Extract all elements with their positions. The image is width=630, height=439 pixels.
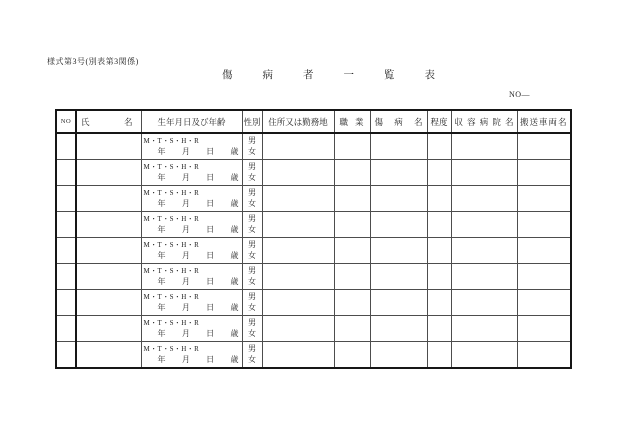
cell-injury-name <box>370 316 427 342</box>
sex-female-option: 女 <box>248 328 256 338</box>
cell-no <box>56 212 76 238</box>
header-injury-char: 傷 <box>374 116 384 127</box>
unit-age: 歳 <box>230 303 239 312</box>
header-occupation <box>334 110 370 133</box>
header-hospital-char: 病 <box>479 116 489 127</box>
cell-degree <box>427 212 451 238</box>
unit-age: 歳 <box>230 225 239 234</box>
unit-year: 年 <box>157 303 166 312</box>
cell-birthdate <box>141 133 242 160</box>
unit-year: 年 <box>157 251 166 260</box>
header-name-char: 氏 <box>81 116 90 127</box>
cell-hospital <box>451 290 517 316</box>
cell-sex <box>242 133 262 160</box>
cell-occupation <box>334 316 370 342</box>
sex-male-option: 男 <box>248 266 256 275</box>
unit-year: 年 <box>157 225 166 234</box>
sex-female-option: 女 <box>248 224 256 234</box>
era-initials: M・T・S・H・R <box>143 241 200 249</box>
cell-vehicle <box>517 342 571 369</box>
cell-birthdate <box>141 238 242 264</box>
cell-no <box>56 342 76 369</box>
cell-sex <box>242 264 262 290</box>
unit-age: 歳 <box>230 277 239 286</box>
birthdate-content <box>142 212 242 237</box>
era-initials: M・T・S・H・R <box>143 267 200 275</box>
unit-month: 月 <box>181 277 190 286</box>
cell-sex <box>242 238 262 264</box>
cell-injury-name <box>370 186 427 212</box>
cell-injury-name <box>370 264 427 290</box>
cell-injury-name <box>370 160 427 186</box>
cell-no <box>56 186 76 212</box>
era-initials: M・T・S・H・R <box>143 345 200 353</box>
page-title: 傷病者一覧表 <box>222 70 465 81</box>
unit-year: 年 <box>157 147 166 156</box>
header-hospital-char: 収 <box>454 116 464 127</box>
cell-occupation <box>334 238 370 264</box>
cell-sex <box>242 160 262 186</box>
cell-sex <box>242 186 262 212</box>
cell-vehicle <box>517 238 571 264</box>
era-initials: M・T・S・H・R <box>143 293 200 301</box>
header-injury-char: 病 <box>394 116 403 127</box>
unit-day: 日 <box>206 329 215 338</box>
cell-vehicle <box>517 212 571 238</box>
cell-sex <box>242 316 262 342</box>
cell-address <box>262 238 334 264</box>
cell-degree <box>427 160 451 186</box>
cell-degree <box>427 290 451 316</box>
date-units <box>142 172 242 183</box>
cell-hospital <box>451 342 517 369</box>
unit-year: 年 <box>157 355 166 364</box>
unit-age: 歳 <box>230 355 239 364</box>
unit-day: 日 <box>206 199 215 208</box>
cell-address <box>262 290 334 316</box>
unit-month: 月 <box>181 225 190 234</box>
cell-birthdate <box>141 186 242 212</box>
unit-year: 年 <box>157 277 166 286</box>
cell-injury-name <box>370 212 427 238</box>
cell-name <box>76 186 141 212</box>
era-initials: M・T・S・H・R <box>143 189 200 197</box>
cell-degree <box>427 186 451 212</box>
sex-female-option: 女 <box>248 302 256 312</box>
sex-female-option: 女 <box>248 198 256 208</box>
cell-vehicle <box>517 316 571 342</box>
cell-vehicle <box>517 264 571 290</box>
birthdate-content <box>142 160 242 185</box>
cell-name <box>76 264 141 290</box>
header-vehicle-label: 搬送車両名 <box>519 116 568 127</box>
cell-no <box>56 290 76 316</box>
header-occupation-char: 業 <box>354 116 364 127</box>
cell-degree <box>427 264 451 290</box>
sex-male-option: 男 <box>248 136 256 145</box>
date-units <box>142 146 242 157</box>
cell-hospital <box>451 160 517 186</box>
cell-no <box>56 264 76 290</box>
unit-month: 月 <box>181 147 190 156</box>
sex-male-option: 男 <box>248 188 256 197</box>
cell-no <box>56 133 76 160</box>
cell-birthdate <box>141 212 242 238</box>
era-initials: M・T・S・H・R <box>143 163 200 171</box>
era-initials: M・T・S・H・R <box>143 215 200 223</box>
cell-occupation <box>334 160 370 186</box>
unit-month: 月 <box>181 355 190 364</box>
unit-age: 歳 <box>230 251 239 260</box>
table-row <box>56 186 571 212</box>
header-hospital-char: 院 <box>492 116 501 127</box>
cell-injury-name <box>370 238 427 264</box>
cell-vehicle <box>517 186 571 212</box>
table-row <box>56 238 571 264</box>
header-hospital-char: 名 <box>504 116 514 127</box>
cell-degree <box>427 342 451 369</box>
sex-male-option: 男 <box>248 292 256 301</box>
unit-day: 日 <box>206 303 215 312</box>
cell-name <box>76 212 141 238</box>
header-occupation-char: 職 <box>339 116 349 127</box>
date-units <box>142 250 242 261</box>
date-units <box>142 276 242 287</box>
casualty-list-table <box>55 109 572 369</box>
cell-birthdate <box>141 264 242 290</box>
sex-male-option: 男 <box>248 214 256 223</box>
cell-degree <box>427 238 451 264</box>
unit-day: 日 <box>206 355 215 364</box>
cell-hospital <box>451 238 517 264</box>
cell-injury-name <box>370 342 427 369</box>
unit-day: 日 <box>206 225 215 234</box>
cell-vehicle <box>517 160 571 186</box>
cell-name <box>76 316 141 342</box>
cell-birthdate <box>141 160 242 186</box>
table-row <box>56 160 571 186</box>
cell-name <box>76 238 141 264</box>
birthdate-content <box>142 238 242 263</box>
header-name-char: 名 <box>123 116 133 127</box>
cell-address <box>262 264 334 290</box>
header-address: 住所又は勤務地 <box>262 110 334 133</box>
sex-female-option: 女 <box>248 172 256 182</box>
cell-hospital <box>451 316 517 342</box>
birthdate-content <box>142 134 242 159</box>
cell-hospital <box>451 264 517 290</box>
table-row <box>56 212 571 238</box>
table-row <box>56 133 571 160</box>
cell-address <box>262 133 334 160</box>
cell-no <box>56 316 76 342</box>
unit-year: 年 <box>157 173 166 182</box>
cell-name <box>76 342 141 369</box>
birthdate-content <box>142 264 242 289</box>
sex-male-option: 男 <box>248 162 256 171</box>
unit-day: 日 <box>206 147 215 156</box>
date-units <box>142 354 242 365</box>
cell-address <box>262 316 334 342</box>
unit-age: 歳 <box>230 199 239 208</box>
unit-month: 月 <box>181 303 190 312</box>
cell-hospital <box>451 186 517 212</box>
birthdate-content <box>142 342 242 367</box>
cell-birthdate <box>141 316 242 342</box>
table-row <box>56 290 571 316</box>
unit-day: 日 <box>206 277 215 286</box>
table-row <box>56 316 571 342</box>
header-injury-label <box>371 116 427 128</box>
sex-female-option: 女 <box>248 250 256 260</box>
cell-no <box>56 238 76 264</box>
cell-injury-name <box>370 133 427 160</box>
unit-day: 日 <box>206 173 215 182</box>
cell-degree <box>427 133 451 160</box>
header-hospital <box>451 110 517 133</box>
sex-female-option: 女 <box>248 146 256 156</box>
unit-month: 月 <box>181 173 190 182</box>
header-row <box>56 110 571 133</box>
header-injury-char: 名 <box>413 116 423 127</box>
unit-year: 年 <box>157 199 166 208</box>
unit-month: 月 <box>181 251 190 260</box>
unit-month: 月 <box>181 329 190 338</box>
header-vehicle <box>517 110 571 133</box>
cell-occupation <box>334 290 370 316</box>
header-occupation-label <box>335 116 370 128</box>
cell-name <box>76 160 141 186</box>
cell-sex <box>242 212 262 238</box>
date-units <box>142 198 242 209</box>
date-units <box>142 302 242 313</box>
birthdate-content <box>142 290 242 315</box>
cell-name <box>76 133 141 160</box>
header-sex: 性別 <box>242 110 262 133</box>
birthdate-content <box>142 186 242 211</box>
unit-month: 月 <box>181 199 190 208</box>
cell-occupation <box>334 186 370 212</box>
table-row <box>56 342 571 369</box>
cell-injury-name <box>370 290 427 316</box>
cell-occupation <box>334 212 370 238</box>
cell-no <box>56 160 76 186</box>
header-hospital-char: 容 <box>467 116 476 127</box>
cell-address <box>262 186 334 212</box>
sex-male-option: 男 <box>248 318 256 327</box>
table-row <box>56 264 571 290</box>
cell-birthdate <box>141 290 242 316</box>
era-initials: M・T・S・H・R <box>143 137 200 145</box>
sex-female-option: 女 <box>248 354 256 364</box>
birthdate-content <box>142 316 242 341</box>
form-number: 様式第3号(別表第3関係) <box>47 57 139 66</box>
cell-vehicle <box>517 133 571 160</box>
era-initials: M・T・S・H・R <box>143 319 200 327</box>
cell-degree <box>427 316 451 342</box>
date-units <box>142 328 242 339</box>
sex-female-option: 女 <box>248 276 256 286</box>
unit-age: 歳 <box>230 329 239 338</box>
cell-address <box>262 212 334 238</box>
cell-occupation <box>334 133 370 160</box>
cell-sex <box>242 290 262 316</box>
header-hospital-label <box>452 116 517 128</box>
unit-age: 歳 <box>230 173 239 182</box>
cell-hospital <box>451 212 517 238</box>
header-no: NO <box>56 110 76 133</box>
sheet-number-label: NO― <box>509 90 531 99</box>
cell-name <box>76 290 141 316</box>
unit-day: 日 <box>206 251 215 260</box>
cell-occupation <box>334 342 370 369</box>
cell-birthdate <box>141 342 242 369</box>
cell-address <box>262 342 334 369</box>
sex-male-option: 男 <box>248 240 256 249</box>
header-injury-name <box>370 110 427 133</box>
cell-occupation <box>334 264 370 290</box>
sex-male-option: 男 <box>248 344 256 353</box>
header-degree: 程度 <box>427 110 451 133</box>
cell-vehicle <box>517 290 571 316</box>
header-name-label <box>77 116 141 128</box>
header-birthdate: 生年月日及び年齢 <box>141 110 242 133</box>
unit-year: 年 <box>157 329 166 338</box>
cell-address <box>262 160 334 186</box>
date-units <box>142 224 242 235</box>
unit-age: 歳 <box>230 147 239 156</box>
cell-hospital <box>451 133 517 160</box>
header-name <box>76 110 141 133</box>
cell-sex <box>242 342 262 369</box>
